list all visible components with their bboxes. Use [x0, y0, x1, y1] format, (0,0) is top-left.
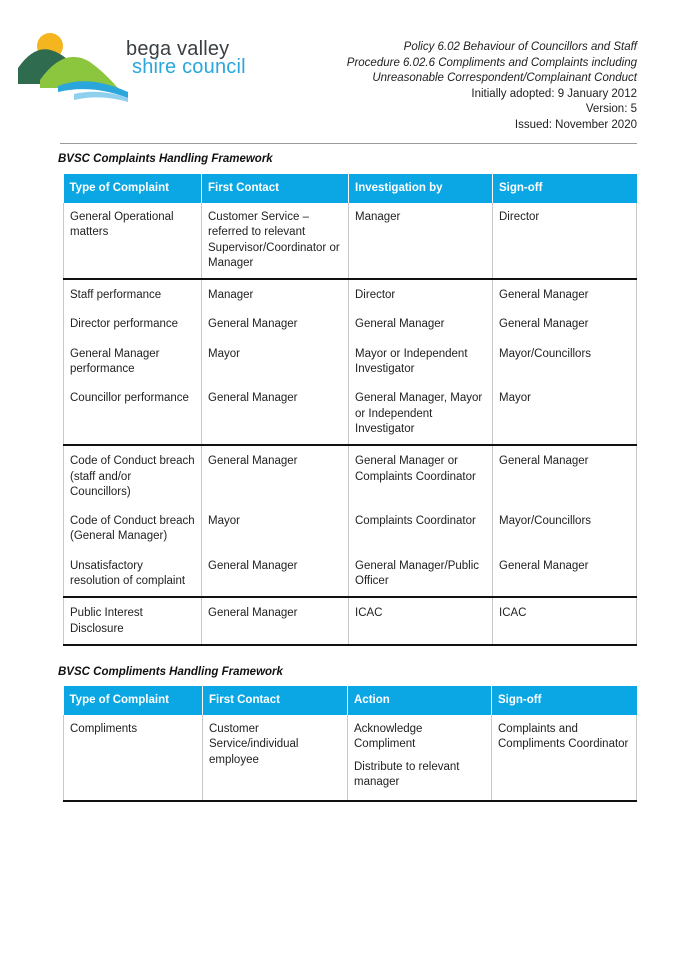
table-cell: Complaints and Compliments Coordinator	[492, 715, 637, 801]
table-cell: General Manager performance	[64, 333, 202, 378]
table-cell: ICAC	[349, 597, 493, 645]
table-cell: Complaints Coordinator	[349, 500, 493, 545]
table-cell: Mayor	[493, 377, 637, 445]
table-cell: General Manager	[493, 279, 637, 303]
table-header-row	[64, 174, 637, 203]
table-cell: Mayor	[202, 500, 349, 545]
table-cell: General Manager	[202, 445, 349, 500]
table-cell: Mayor	[202, 333, 349, 378]
compliments-table	[63, 686, 637, 802]
complaints-table	[63, 174, 637, 646]
adopted-date: Initially adopted: 9 January 2012	[471, 87, 637, 100]
table-cell: Mayor or Independent Investigator	[349, 333, 493, 378]
table-cell: Customer Service – referred to relevant Supervisor/Coordinator or Manager	[202, 203, 349, 279]
table-cell: General Manager	[349, 303, 493, 332]
table-row	[64, 597, 637, 645]
table-cell: General Operational matters	[64, 203, 202, 279]
table-cell: General Manager	[202, 303, 349, 332]
table-row	[64, 333, 637, 378]
table-cell	[348, 715, 492, 801]
procedure-title: Procedure 6.02.6 Compliments and Complaints including	[346, 56, 637, 69]
table-cell: Code of Conduct breach (General Manager)	[64, 500, 202, 545]
table-cell: ICAC	[493, 597, 637, 645]
table-cell: Manager	[202, 279, 349, 303]
action-text: Distribute to relevant manager	[354, 760, 460, 788]
column-header: Investigation by	[349, 174, 493, 203]
version: Version: 5	[585, 103, 637, 115]
table-row	[64, 377, 637, 445]
table-cell: Unsatisfactory resolution of complaint	[64, 545, 202, 598]
table-cell: General Manager	[493, 545, 637, 598]
table-row	[64, 303, 637, 332]
table-row	[64, 500, 637, 545]
table-cell: General Manager/Public Officer	[349, 545, 493, 598]
table-cell: Code of Conduct breach (staff and/or Councillors)	[64, 445, 202, 500]
table-row	[64, 715, 637, 801]
column-header: Action	[348, 686, 492, 715]
column-header: Sign-off	[493, 174, 637, 203]
table-cell: General Manager	[202, 377, 349, 445]
table-cell: Public Interest Disclosure	[64, 597, 202, 645]
brand-line-1: bega valley	[126, 38, 230, 60]
column-header: First Contact	[202, 174, 349, 203]
table-row	[64, 279, 637, 303]
table-cell: Director performance	[64, 303, 202, 332]
table-cell: Director	[349, 279, 493, 303]
table-cell: Mayor/Councillors	[493, 500, 637, 545]
table-cell: General Manager	[493, 303, 637, 332]
header-divider	[60, 143, 637, 144]
table-cell: General Manager, Mayor or Independent Investigator	[349, 377, 493, 445]
table-cell: Customer Service/individual employee	[203, 715, 348, 801]
table-row	[64, 203, 637, 279]
table-cell: Director	[493, 203, 637, 279]
table-row	[64, 445, 637, 500]
table-cell: Compliments	[64, 715, 203, 801]
issued-date: Issued: November 2020	[514, 118, 637, 131]
document-header	[347, 40, 637, 133]
table-cell: General Manager	[202, 597, 349, 645]
brand-line-2: shire council	[132, 56, 246, 78]
action-text: Acknowledge Compliment	[354, 723, 423, 751]
complaints-section-title: BVSC Complaints Handling Framework	[58, 153, 273, 165]
column-header: Type of Complaint	[64, 174, 202, 203]
table-cell: General Manager	[202, 545, 349, 598]
table-cell: General Manager or Complaints Coordinator	[349, 445, 493, 500]
table-cell: Staff performance	[64, 279, 202, 303]
procedure-title-cont: Unreasonable Correspondent/Complainant Conduct	[372, 72, 637, 84]
table-row	[64, 545, 637, 598]
table-cell: Mayor/Councillors	[493, 333, 637, 378]
column-header: Type of Complaint	[64, 686, 203, 715]
table-cell: Councillor performance	[64, 377, 202, 445]
column-header: Sign-off	[492, 686, 637, 715]
hills-sun-logo-icon	[18, 28, 128, 104]
council-logo	[18, 28, 248, 104]
table-header-row	[64, 686, 637, 715]
table-cell: Manager	[349, 203, 493, 279]
column-header: First Contact	[203, 686, 348, 715]
table-cell: General Manager	[493, 445, 637, 500]
compliments-section-title: BVSC Compliments Handling Framework	[58, 666, 283, 678]
policy-title: Policy 6.02 Behaviour of Councillors and Staff	[403, 41, 637, 53]
